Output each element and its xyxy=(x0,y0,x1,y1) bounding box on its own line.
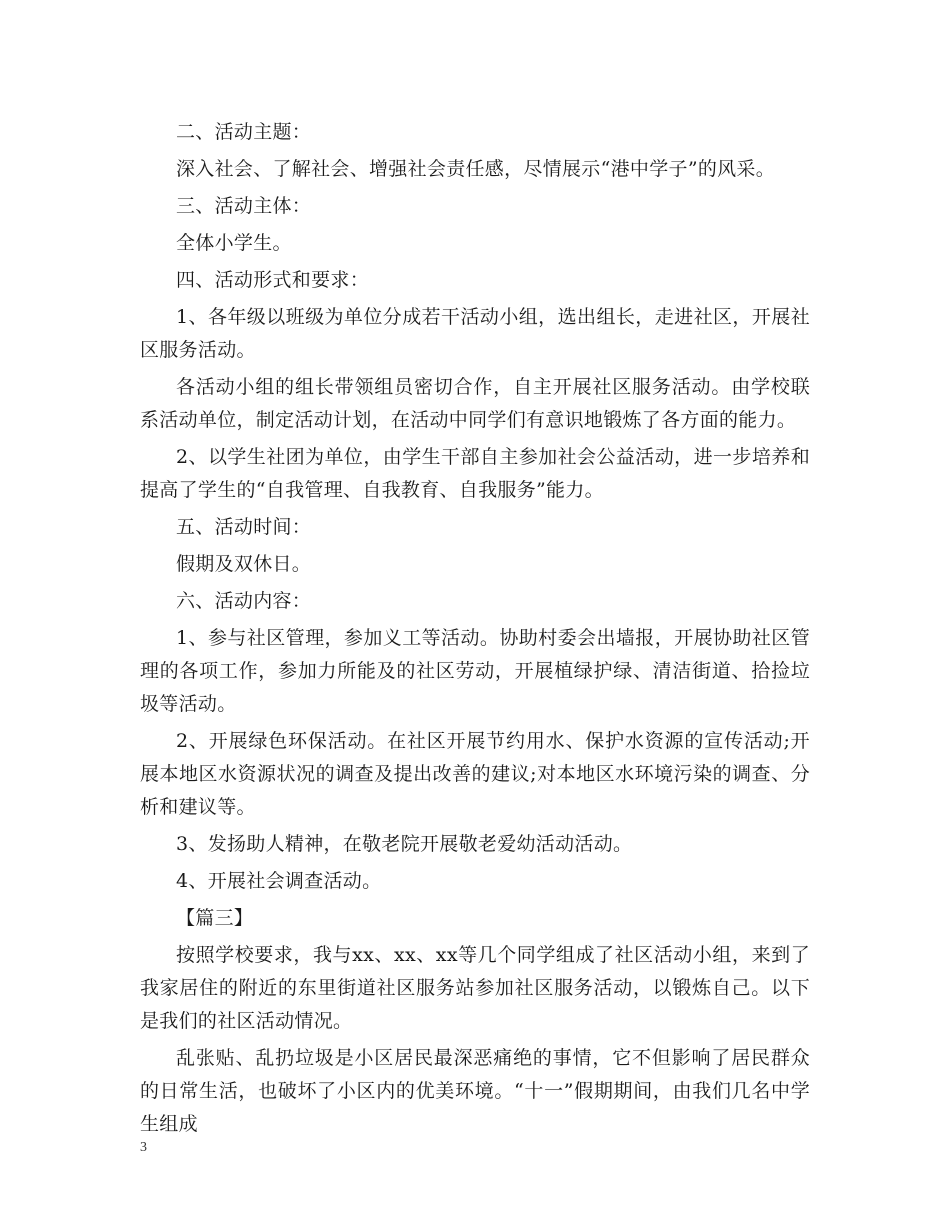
paragraph-form-detail: 各活动小组的组长带领组员密切合作，自主开展社区服务活动。由学校联系活动单位，制定活动计划，在活动中同学们有意识地锻炼了各方面的能力。 xyxy=(140,376,810,431)
paragraph-part-three-body: 乱张贴、乱扔垃圾是小区居民最深恶痛绝的事情，它不但影响了居民群众的日常生活，也破坏了小区内的优美环境。“十一”假期期间，由我们几名中学生组成 xyxy=(140,1047,810,1135)
paragraph-form-1: 1、各年级以班级为单位分成若干活动小组，选出组长，走进社区，开展社区服务活动。 xyxy=(140,306,810,361)
paragraph-content-2: 2、开展绿色环保活动。在社区开展节约用水、保护水资源的宣传活动;开展本地区水资源状况的调查及提出改善的建议;对本地区水环境污染的调查、分析和建议等。 xyxy=(140,730,810,818)
page-number: 3 xyxy=(140,1140,147,1155)
section-heading-part-three: 【篇三】 xyxy=(176,907,254,929)
section-heading-theme: 二、活动主题： xyxy=(176,121,312,143)
paragraph-theme: 深入社会、了解社会、增强社会责任感，尽情展示“港中学子”的风采。 xyxy=(176,158,776,180)
paragraph-content-4: 4、开展社会调查活动。 xyxy=(176,870,382,892)
section-heading-time: 五、活动时间： xyxy=(176,516,312,538)
paragraph-form-2: 2、以学生社团为单位，由学生干部自主参加社会公益活动，进一步培养和提高了学生的“自我管理、自我教育、自我服务”能力。 xyxy=(140,446,810,501)
section-heading-subject: 三、活动主体： xyxy=(176,195,312,217)
paragraph-content-3: 3、发扬助人精神，在敬老院开展敬老爱幼活动活动。 xyxy=(176,833,633,855)
document-body xyxy=(140,116,810,1145)
section-heading-form: 四、活动形式和要求： xyxy=(176,269,370,291)
paragraph-subject: 全体小学生。 xyxy=(176,232,292,254)
paragraph-part-three-intro: 按照学校要求，我与xx、xx、xx等几个同学组成了社区活动小组，来到了我家居住的附近的东里街道社区服务站参加社区服务活动，以锻炼自己。以下是我们的社区活动情况。 xyxy=(140,944,810,1032)
paragraph-time: 假期及双休日。 xyxy=(176,553,312,575)
paragraph-content-1: 1、参与社区管理，参加义工等活动。协助村委会出墙报，开展协助社区管理的各项工作，参加力所能及的社区劳动，开展植绿护绿、清洁街道、拾捡垃圾等活动。 xyxy=(140,627,810,715)
section-heading-content: 六、活动内容： xyxy=(176,590,312,612)
